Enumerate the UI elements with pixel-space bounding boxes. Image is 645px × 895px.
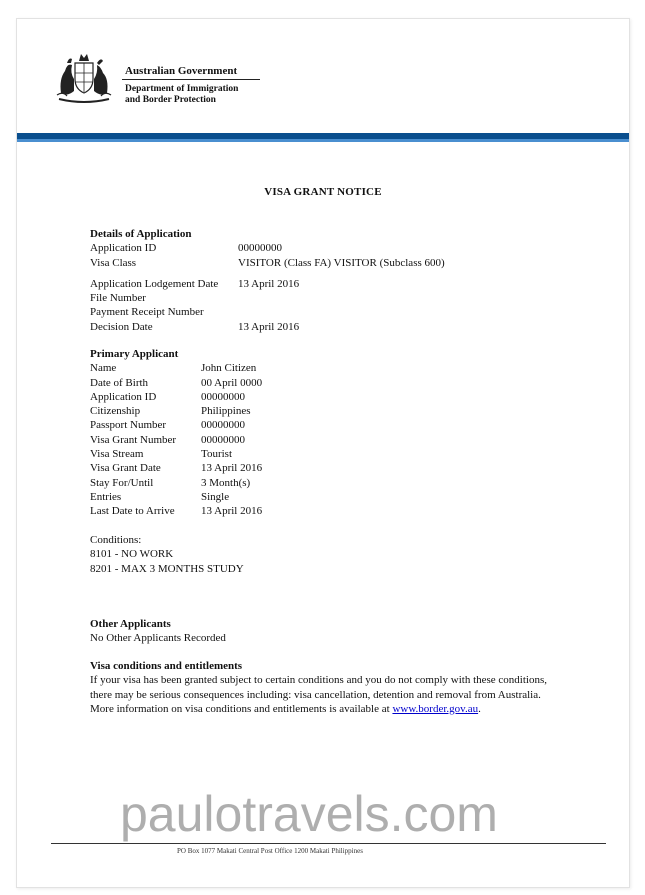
detail-row: [90, 320, 445, 334]
entitlements-heading: Visa conditions and entitlements: [90, 660, 243, 672]
other-heading: Other Applicants: [90, 618, 171, 630]
applicant-label: Application ID: [90, 390, 157, 403]
application-heading: Details of Application: [90, 228, 192, 240]
primary-applicant: [90, 347, 262, 519]
applicant-label: Visa Grant Number: [90, 433, 177, 446]
applicant-row: [90, 376, 262, 390]
entitlements: [90, 659, 560, 716]
detail-row: [90, 241, 445, 255]
footer-address: PO Box 1077 Makati Central Post Office 1200 Makati Philippines: [177, 847, 363, 855]
applicant-row: [90, 490, 262, 504]
detail-label: Decision Date: [90, 320, 153, 333]
applicant-value: Tourist: [201, 448, 233, 461]
detail-row: [90, 305, 445, 319]
applicant-row: [90, 504, 262, 518]
conditions-heading: Conditions:: [90, 534, 142, 546]
applicant-row: [90, 461, 262, 475]
department-line-2: and Border Protection: [125, 95, 216, 105]
document-page: [16, 18, 630, 888]
applicant-value: 00000000: [201, 433, 245, 446]
other-applicants: [90, 617, 226, 646]
applicant-value: Single: [201, 490, 230, 503]
applicant-label: Name: [90, 362, 117, 375]
applicant-row: [90, 418, 262, 432]
entitlements-paragraph: [90, 673, 560, 716]
condition-item: 8201 - MAX 3 MONTHS STUDY: [90, 562, 244, 575]
department-name: [125, 84, 238, 106]
detail-label: Application ID: [90, 242, 157, 255]
conditions: [90, 533, 244, 576]
applicant-label: Visa Stream: [90, 448, 144, 461]
detail-row: [90, 277, 445, 291]
detail-row: [90, 291, 445, 305]
watermark-text: paulotravels.com: [120, 786, 498, 842]
government-name: Australian Government: [125, 65, 238, 77]
header-band-light: [17, 139, 629, 142]
applicant-label: Passport Number: [90, 419, 167, 432]
application-details: [90, 227, 445, 334]
applicant-label: Stay For/Until: [90, 476, 154, 489]
applicant-label: Citizenship: [90, 405, 141, 418]
applicant-label: Entries: [90, 490, 122, 503]
footer-rule: [51, 843, 606, 844]
applicant-label: Visa Grant Date: [90, 462, 161, 475]
header-rule: [122, 79, 260, 80]
detail-value: VISITOR (Class FA) VISITOR (Subclass 600): [238, 256, 445, 269]
coat-of-arms-icon: [55, 49, 113, 105]
detail-label: File Number: [90, 292, 146, 305]
border-website-link[interactable]: www.border.gov.au: [392, 702, 479, 715]
applicant-value: 00000000: [201, 390, 245, 403]
entitlements-period: .: [478, 702, 481, 715]
applicant-row: [90, 361, 262, 375]
applicant-value: 00 April 0000: [201, 376, 263, 389]
detail-label: Visa Class: [90, 256, 137, 269]
applicant-row: [90, 476, 262, 490]
applicant-row: [90, 433, 262, 447]
applicant-value: 00000000: [201, 419, 245, 432]
entitlements-text: If your visa has been granted subject to certain conditions and you do not comply with these conditions, there may be serious consequences including: visa cancellation, detention and removal from Australia. More information on visa conditions and entitlements is available at: [90, 674, 548, 715]
detail-value: 13 April 2016: [238, 277, 300, 290]
applicant-row: [90, 404, 262, 418]
applicant-value: 3 Month(s): [201, 476, 251, 489]
applicant-value: 13 April 2016: [201, 505, 263, 518]
primary-heading: Primary Applicant: [90, 348, 179, 360]
applicant-value: John Citizen: [201, 362, 257, 375]
applicant-label: Date of Birth: [90, 376, 149, 389]
other-text: No Other Applicants Recorded: [90, 632, 226, 645]
condition-item: 8101 - NO WORK: [90, 548, 174, 561]
applicant-value: Philippines: [201, 405, 251, 418]
department-line-1: Department of Immigration: [125, 84, 239, 94]
notice-title: VISA GRANT NOTICE: [264, 186, 382, 198]
detail-value: 00000000: [238, 242, 282, 255]
applicant-row: [90, 390, 262, 404]
detail-row: [90, 256, 445, 270]
applicant-row: [90, 447, 262, 461]
detail-label: Payment Receipt Number: [90, 306, 204, 319]
detail-label: Application Lodgement Date: [90, 277, 219, 290]
applicant-value: 13 April 2016: [201, 462, 263, 475]
detail-value: 13 April 2016: [238, 320, 300, 333]
applicant-label: Last Date to Arrive: [90, 505, 175, 518]
